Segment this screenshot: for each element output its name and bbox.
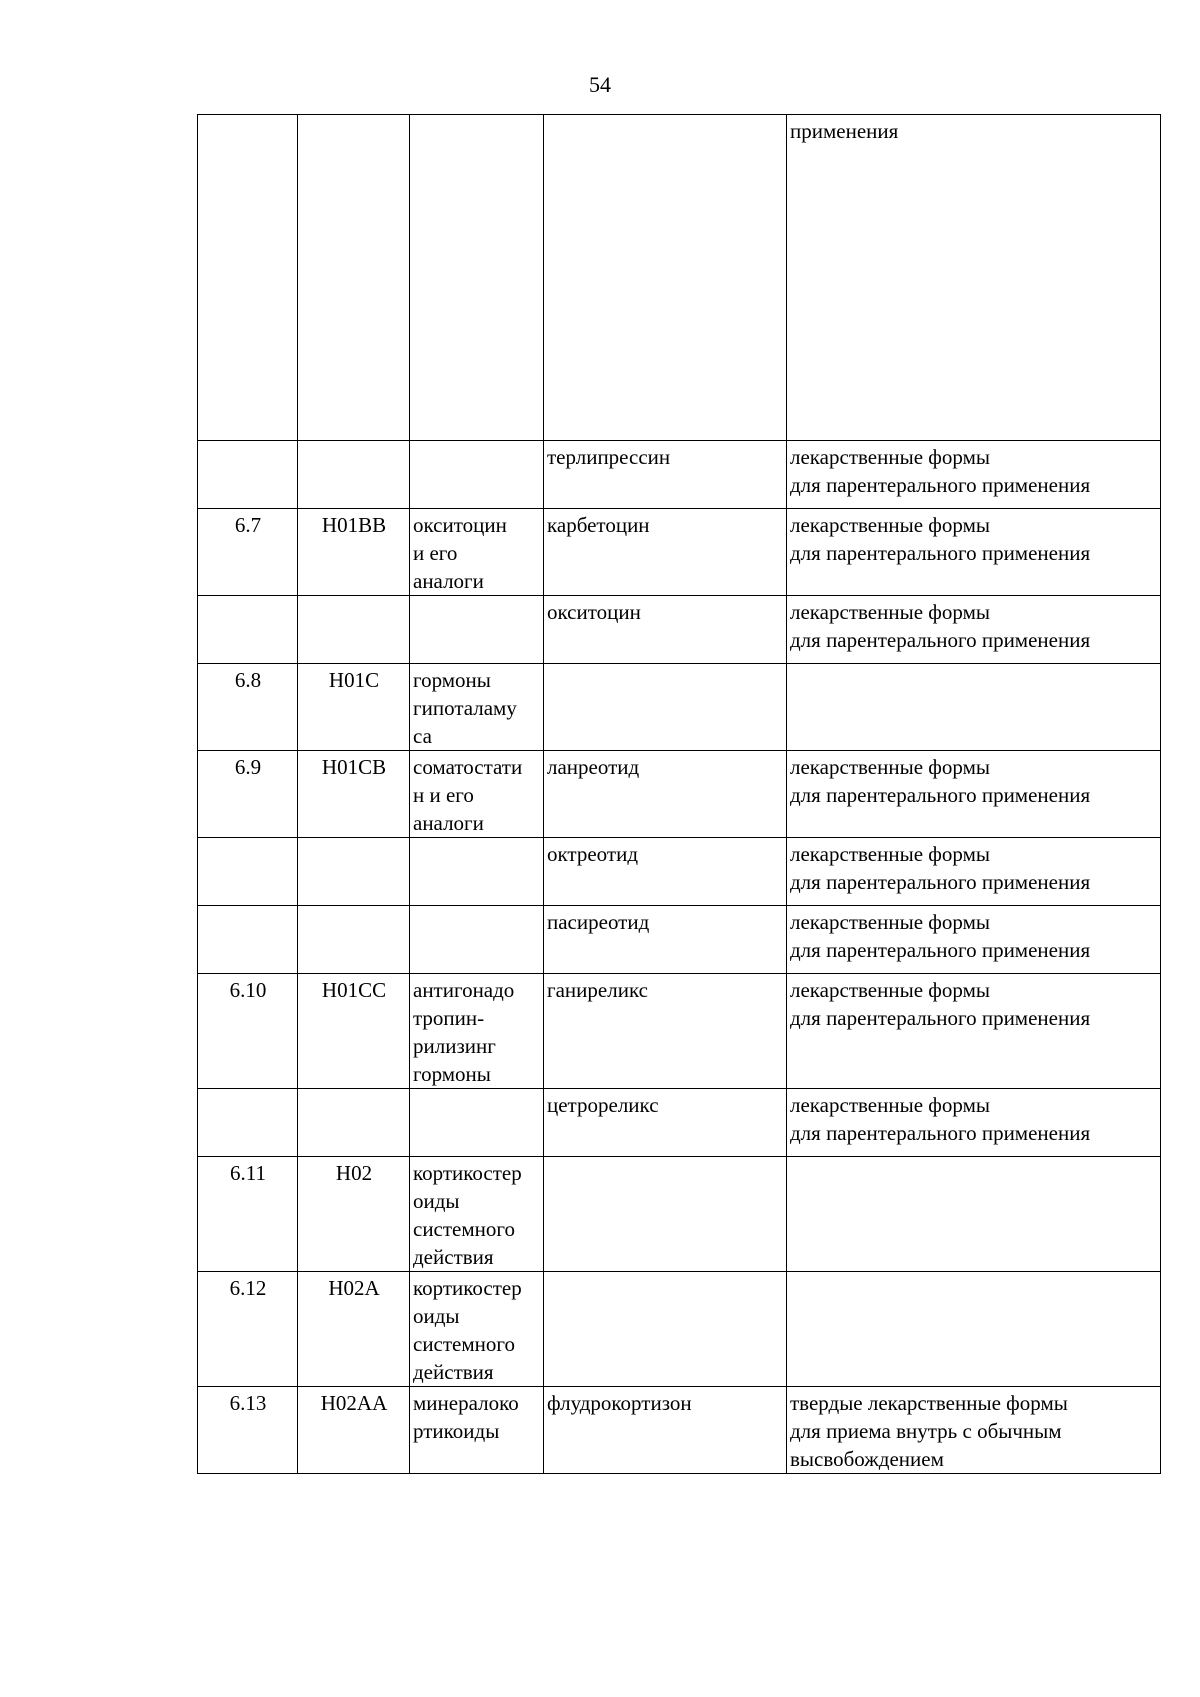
row-number: 6.11 xyxy=(198,1157,298,1272)
row-number xyxy=(198,596,298,664)
atc-code: H02A xyxy=(298,1272,410,1387)
dosage-form: лекарственные формы для парентерального применения xyxy=(787,906,1161,974)
atc-code: H02AA xyxy=(298,1387,410,1474)
drug-name xyxy=(544,664,787,751)
row-number: 6.8 xyxy=(198,664,298,751)
group-name: кортикостер оиды системного действия xyxy=(410,1157,544,1272)
drug-name: цетрореликс xyxy=(544,1089,787,1157)
row-number: 6.7 xyxy=(198,509,298,596)
group-name xyxy=(410,441,544,509)
table-row xyxy=(198,115,1161,441)
group-name xyxy=(410,596,544,664)
atc-code xyxy=(298,838,410,906)
dosage-form: лекарственные формы для парентерального применения xyxy=(787,509,1161,596)
table-row xyxy=(198,906,1161,974)
group-name: кортикостер оиды системного действия xyxy=(410,1272,544,1387)
atc-code xyxy=(298,441,410,509)
table-row xyxy=(198,441,1161,509)
drug-name xyxy=(544,1272,787,1387)
dosage-form: применения xyxy=(787,115,1161,441)
table-row xyxy=(198,838,1161,906)
drug-name: флудрокортизон xyxy=(544,1387,787,1474)
drug-name xyxy=(544,115,787,441)
row-number xyxy=(198,838,298,906)
drug-name: карбетоцин xyxy=(544,509,787,596)
group-name: окситоцин и его аналоги xyxy=(410,509,544,596)
drug-name: ланреотид xyxy=(544,751,787,838)
group-name: соматостати н и его аналоги xyxy=(410,751,544,838)
table-row xyxy=(198,974,1161,1089)
dosage-form: лекарственные формы для парентерального применения xyxy=(787,441,1161,509)
dosage-form xyxy=(787,664,1161,751)
row-number xyxy=(198,115,298,441)
dosage-form xyxy=(787,1272,1161,1387)
atc-code xyxy=(298,1089,410,1157)
dosage-form: лекарственные формы для парентерального применения xyxy=(787,838,1161,906)
atc-code xyxy=(298,906,410,974)
drug-name: терлипрессин xyxy=(544,441,787,509)
dosage-form: лекарственные формы для парентерального применения xyxy=(787,751,1161,838)
page-number: 54 xyxy=(589,72,611,97)
drug-table xyxy=(197,114,1161,1474)
group-name: гормоны гипоталаму са xyxy=(410,664,544,751)
row-number: 6.12 xyxy=(198,1272,298,1387)
table-row xyxy=(198,664,1161,751)
atc-code xyxy=(298,115,410,441)
row-number xyxy=(198,1089,298,1157)
atc-code: H01BB xyxy=(298,509,410,596)
table-row xyxy=(198,1089,1161,1157)
dosage-form: лекарственные формы для парентерального применения xyxy=(787,974,1161,1089)
row-number: 6.10 xyxy=(198,974,298,1089)
atc-code: H01CB xyxy=(298,751,410,838)
row-number xyxy=(198,441,298,509)
drug-name: окситоцин xyxy=(544,596,787,664)
group-name xyxy=(410,1089,544,1157)
group-name: антигонадо тропин- рилизинг гормоны xyxy=(410,974,544,1089)
dosage-form: лекарственные формы для парентерального применения xyxy=(787,1089,1161,1157)
drug-name: октреотид xyxy=(544,838,787,906)
table-row xyxy=(198,1387,1161,1474)
group-name xyxy=(410,906,544,974)
table-row xyxy=(198,1272,1161,1387)
row-number xyxy=(198,906,298,974)
group-name: минералоко ртикоиды xyxy=(410,1387,544,1474)
atc-code: H01CC xyxy=(298,974,410,1089)
table-row xyxy=(198,596,1161,664)
drug-name: ганиреликс xyxy=(544,974,787,1089)
atc-code: H01C xyxy=(298,664,410,751)
group-name xyxy=(410,115,544,441)
drug-name: пасиреотид xyxy=(544,906,787,974)
atc-code: H02 xyxy=(298,1157,410,1272)
group-name xyxy=(410,838,544,906)
row-number: 6.13 xyxy=(198,1387,298,1474)
dosage-form: лекарственные формы для парентерального применения xyxy=(787,596,1161,664)
atc-code xyxy=(298,596,410,664)
dosage-form xyxy=(787,1157,1161,1272)
row-number: 6.9 xyxy=(198,751,298,838)
table-row xyxy=(198,509,1161,596)
dosage-form: твердые лекарственные формы для приема внутрь с обычным высвобождением xyxy=(787,1387,1161,1474)
table-row xyxy=(198,751,1161,838)
table-row xyxy=(198,1157,1161,1272)
drug-name xyxy=(544,1157,787,1272)
